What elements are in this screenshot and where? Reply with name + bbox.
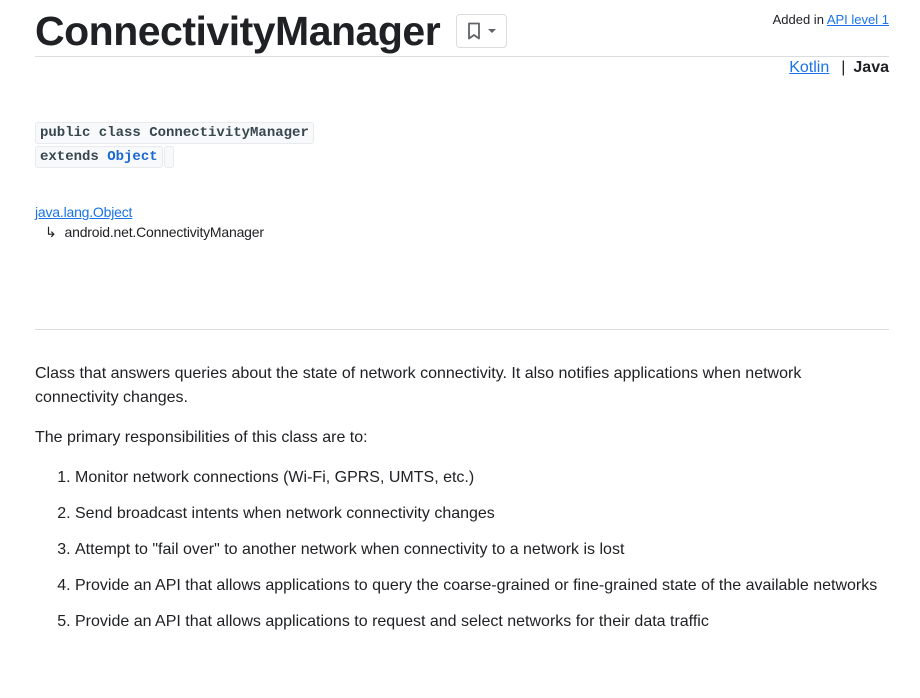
signature-extends xyxy=(35,146,163,168)
bookmark-button[interactable] xyxy=(456,14,507,48)
list-item: 4. Provide an API that allows applications to query the coarse-grained or fine-grained state of the available networks xyxy=(75,574,889,598)
title-row xyxy=(35,6,507,56)
parent-class-link[interactable]: java.lang.Object xyxy=(35,204,133,220)
header-divider xyxy=(35,56,889,57)
inheritance-arrow-icon: ↳ xyxy=(45,224,57,240)
chevron-down-icon xyxy=(487,28,497,34)
language-switcher xyxy=(789,59,889,77)
java-current: Java xyxy=(853,59,889,76)
responsibilities-list xyxy=(35,466,889,634)
child-class xyxy=(35,223,264,241)
page-title: ConnectivityManager xyxy=(35,8,441,54)
language-separator: | xyxy=(841,59,846,76)
section-divider xyxy=(35,329,889,330)
added-prefix: Added in xyxy=(772,12,824,27)
child-class-name: android.net.ConnectivityManager xyxy=(64,224,264,240)
class-signature xyxy=(35,122,314,170)
object-type-link[interactable]: Object xyxy=(107,149,158,165)
class-description xyxy=(35,362,889,646)
list-item: 2. Send broadcast intents when network connectivity changes xyxy=(75,502,889,526)
extends-keyword: extends xyxy=(40,149,99,165)
inheritance-hierarchy xyxy=(35,203,264,241)
list-item: 3. Attempt to "fail over" to another network when connectivity to a network is lost xyxy=(75,538,889,562)
kotlin-link[interactable]: Kotlin xyxy=(789,59,830,76)
signature-declaration: public class ConnectivityManager xyxy=(35,122,314,144)
list-item: 5. Provide an API that allows applications to request and select networks for their data traffic xyxy=(75,610,889,634)
signature-implements-empty xyxy=(164,146,174,168)
list-item: 1. Monitor network connections (Wi-Fi, GPRS, UMTS, etc.) xyxy=(75,466,889,490)
api-level-link[interactable]: API level 1 xyxy=(826,12,889,27)
description-lead: The primary responsibilities of this class are to: xyxy=(35,429,368,446)
description-intro: Class that answers queries about the state of network connectivity. It also notifies applications when network connectivity changes. xyxy=(35,365,802,406)
api-level-note xyxy=(773,12,889,27)
bookmark-icon xyxy=(467,22,481,40)
